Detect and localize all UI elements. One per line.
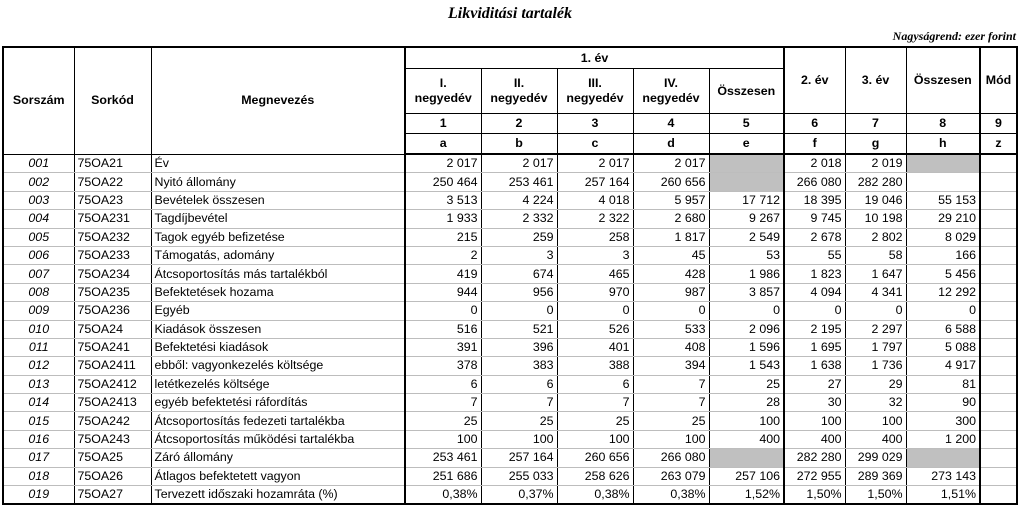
row-value-cell[interactable]: 55 153 <box>906 191 980 209</box>
row-value-cell[interactable]: 0 <box>709 302 784 320</box>
row-value-cell[interactable] <box>980 430 1017 448</box>
row-value-cell[interactable]: 0,38% <box>557 486 633 505</box>
table-row <box>3 246 1017 264</box>
table-row <box>3 412 1017 430</box>
row-sorkod-cell[interactable]: 75OA24 <box>74 320 151 338</box>
row-value-cell[interactable]: 408 <box>633 338 709 356</box>
row-value-cell[interactable]: 526 <box>557 320 633 338</box>
row-name-cell[interactable]: Befektetések hozama <box>151 283 405 301</box>
row-value-cell[interactable]: 391 <box>405 338 481 356</box>
table-row <box>3 394 1017 412</box>
row-value-cell[interactable] <box>980 375 1017 393</box>
row-value-cell[interactable]: 2 680 <box>633 210 709 228</box>
row-value-cell[interactable]: 0,38% <box>405 486 481 505</box>
row-value-cell[interactable] <box>906 449 980 467</box>
row-sorszam-cell[interactable]: 013 <box>3 375 74 393</box>
row-value-cell[interactable] <box>980 283 1017 301</box>
table-row <box>3 357 1017 375</box>
row-value-cell[interactable]: 2 678 <box>784 228 845 246</box>
header-column-letter: g <box>845 134 906 155</box>
table-row <box>3 486 1017 505</box>
row-value-cell[interactable]: 25 <box>405 412 481 430</box>
row-value-cell[interactable]: 282 280 <box>845 173 906 191</box>
row-value-cell[interactable] <box>980 338 1017 356</box>
header-q2: II. negyedév <box>481 69 557 114</box>
header-column-letter: d <box>633 134 709 155</box>
row-value-cell[interactable]: 251 686 <box>405 467 481 485</box>
page-title: Likviditási tartalék <box>448 5 572 22</box>
header-year-3: 3. év <box>845 47 906 114</box>
row-value-cell[interactable]: 2 017 <box>633 154 709 173</box>
row-sorkod-cell[interactable]: 75OA27 <box>74 486 151 505</box>
row-value-cell[interactable]: 0,37% <box>481 486 557 505</box>
row-value-cell[interactable]: 100 <box>784 412 845 430</box>
row-value-cell[interactable]: 2 019 <box>845 154 906 173</box>
row-value-cell[interactable]: 3 513 <box>405 191 481 209</box>
row-value-cell[interactable]: 2 802 <box>845 228 906 246</box>
row-value-cell[interactable] <box>980 191 1017 209</box>
table-row <box>3 154 1017 173</box>
header-sorkod: Sorkód <box>74 47 151 154</box>
row-value-cell[interactable]: 2 017 <box>481 154 557 173</box>
header-q1: I. negyedév <box>405 69 481 114</box>
table-row <box>3 430 1017 448</box>
row-value-cell[interactable]: 987 <box>633 283 709 301</box>
row-value-cell[interactable]: 6 <box>557 375 633 393</box>
row-value-cell[interactable]: 7 <box>557 394 633 412</box>
table-row <box>3 228 1017 246</box>
row-value-cell[interactable]: 10 198 <box>845 210 906 228</box>
row-value-cell[interactable]: 255 033 <box>481 467 557 485</box>
row-value-cell[interactable]: 1 695 <box>784 338 845 356</box>
row-value-cell[interactable]: 400 <box>709 430 784 448</box>
header-column-number: 1 <box>405 114 481 134</box>
header-column-letter: a <box>405 134 481 155</box>
row-value-cell[interactable]: 25 <box>709 375 784 393</box>
row-name-cell[interactable]: Átcsoportosítás működési tartalékba <box>151 430 405 448</box>
row-sorszam-cell[interactable]: 018 <box>3 467 74 485</box>
table-row <box>3 283 1017 301</box>
unit-note: Nagyságrend: ezer forint <box>892 29 1016 43</box>
header-column-letter: z <box>980 134 1017 155</box>
table-row <box>3 375 1017 393</box>
row-value-cell[interactable]: 0 <box>405 302 481 320</box>
row-value-cell[interactable]: 100 <box>481 430 557 448</box>
row-sorszam-cell[interactable]: 001 <box>3 154 74 173</box>
row-value-cell[interactable]: 100 <box>845 412 906 430</box>
header-column-number: 5 <box>709 114 784 134</box>
row-name-cell[interactable]: Átcsoportosítás más tartalékból <box>151 265 405 283</box>
row-sorkod-cell[interactable]: 75OA21 <box>74 154 151 173</box>
row-value-cell[interactable]: 533 <box>633 320 709 338</box>
row-sorszam-cell[interactable]: 019 <box>3 486 74 505</box>
row-name-cell[interactable]: Átcsoportosítás fedezeti tartalékba <box>151 412 405 430</box>
row-value-cell[interactable]: 250 464 <box>405 173 481 191</box>
row-value-cell[interactable]: 29 <box>845 375 906 393</box>
row-value-cell[interactable]: 0 <box>845 302 906 320</box>
row-sorszam-cell[interactable]: 006 <box>3 246 74 264</box>
row-value-cell[interactable]: 7 <box>405 394 481 412</box>
row-value-cell[interactable] <box>980 210 1017 228</box>
header-column-number: 3 <box>557 114 633 134</box>
row-sorkod-cell[interactable]: 75OA2413 <box>74 394 151 412</box>
row-value-cell[interactable]: 1,50% <box>784 486 845 505</box>
table-row <box>3 467 1017 485</box>
header-total-5: Összesen <box>709 69 784 114</box>
row-sorkod-cell[interactable]: 75OA25 <box>74 449 151 467</box>
row-value-cell[interactable]: 1 823 <box>784 265 845 283</box>
row-name-cell[interactable]: letétkezelés költsége <box>151 375 405 393</box>
header-year-1: 1. év <box>405 47 784 69</box>
row-value-cell[interactable]: 266 080 <box>784 173 845 191</box>
row-name-cell[interactable]: ebből: vagyonkezelés költsége <box>151 357 405 375</box>
row-value-cell[interactable]: 1 797 <box>845 338 906 356</box>
row-value-cell[interactable]: 5 456 <box>906 265 980 283</box>
row-value-cell[interactable]: 400 <box>845 430 906 448</box>
row-value-cell[interactable]: 1 543 <box>709 357 784 375</box>
row-name-cell[interactable]: Év <box>151 154 405 173</box>
row-value-cell[interactable]: 2 096 <box>709 320 784 338</box>
row-sorszam-cell[interactable]: 010 <box>3 320 74 338</box>
row-value-cell[interactable]: 3 <box>557 246 633 264</box>
row-value-cell[interactable]: 0 <box>633 302 709 320</box>
row-value-cell[interactable]: 6 <box>405 375 481 393</box>
row-name-cell[interactable]: Átlagos befektetett vagyon <box>151 467 405 485</box>
header-column-letter: b <box>481 134 557 155</box>
row-value-cell[interactable]: 2 297 <box>845 320 906 338</box>
row-value-cell[interactable]: 25 <box>481 412 557 430</box>
row-value-cell[interactable]: 0 <box>481 302 557 320</box>
row-value-cell[interactable] <box>980 228 1017 246</box>
row-value-cell[interactable]: 383 <box>481 357 557 375</box>
row-value-cell[interactable]: 300 <box>906 412 980 430</box>
row-value-cell[interactable]: 28 <box>709 394 784 412</box>
row-value-cell[interactable]: 1,51% <box>906 486 980 505</box>
row-value-cell[interactable]: 465 <box>557 265 633 283</box>
row-name-cell[interactable]: Nyitó állomány <box>151 173 405 191</box>
row-value-cell[interactable]: 3 <box>481 246 557 264</box>
row-sorkod-cell[interactable]: 75OA2412 <box>74 375 151 393</box>
row-value-cell[interactable]: 4 341 <box>845 283 906 301</box>
row-value-cell[interactable]: 4 018 <box>557 191 633 209</box>
row-value-cell[interactable] <box>980 394 1017 412</box>
row-value-cell[interactable]: 7 <box>633 394 709 412</box>
row-value-cell[interactable]: 1,50% <box>845 486 906 505</box>
row-value-cell[interactable]: 260 656 <box>633 173 709 191</box>
row-value-cell[interactable]: 260 656 <box>557 449 633 467</box>
row-value-cell[interactable]: 388 <box>557 357 633 375</box>
row-name-cell[interactable]: Egyéb <box>151 302 405 320</box>
row-value-cell[interactable]: 90 <box>906 394 980 412</box>
row-value-cell[interactable]: 257 164 <box>557 173 633 191</box>
row-value-cell[interactable]: 7 <box>481 394 557 412</box>
row-value-cell[interactable]: 0 <box>906 302 980 320</box>
row-sorkod-cell[interactable]: 75OA26 <box>74 467 151 485</box>
row-value-cell[interactable]: 27 <box>784 375 845 393</box>
row-value-cell[interactable]: 2 549 <box>709 228 784 246</box>
header-q3: III. negyedév <box>557 69 633 114</box>
row-value-cell[interactable]: 396 <box>481 338 557 356</box>
row-value-cell[interactable]: 29 210 <box>906 210 980 228</box>
row-name-cell[interactable]: egyéb befektetési ráfordítás <box>151 394 405 412</box>
row-value-cell[interactable]: 272 955 <box>784 467 845 485</box>
row-value-cell[interactable]: 7 <box>633 375 709 393</box>
row-sorszam-cell[interactable]: 008 <box>3 283 74 301</box>
header-column-letter: f <box>784 134 845 155</box>
row-value-cell[interactable]: 32 <box>845 394 906 412</box>
row-sorszam-cell[interactable]: 002 <box>3 173 74 191</box>
row-value-cell[interactable]: 253 461 <box>405 449 481 467</box>
row-value-cell[interactable] <box>980 302 1017 320</box>
row-value-cell[interactable]: 400 <box>784 430 845 448</box>
row-value-cell[interactable] <box>906 173 980 191</box>
row-value-cell[interactable] <box>906 154 980 173</box>
row-sorszam-cell[interactable]: 003 <box>3 191 74 209</box>
row-value-cell[interactable] <box>980 154 1017 173</box>
row-value-cell[interactable]: 9 745 <box>784 210 845 228</box>
row-value-cell[interactable]: 1 736 <box>845 357 906 375</box>
header-column-number: 4 <box>633 114 709 134</box>
row-value-cell[interactable]: 2 <box>405 246 481 264</box>
header-year-2: 2. év <box>784 47 845 114</box>
row-value-cell[interactable]: 2 017 <box>405 154 481 173</box>
row-value-cell[interactable]: 45 <box>633 246 709 264</box>
row-sorszam-cell[interactable]: 016 <box>3 430 74 448</box>
header-column-number: 8 <box>906 114 980 134</box>
row-value-cell[interactable]: 166 <box>906 246 980 264</box>
row-value-cell[interactable]: 2 018 <box>784 154 845 173</box>
row-value-cell[interactable]: 394 <box>633 357 709 375</box>
row-value-cell[interactable] <box>980 412 1017 430</box>
row-value-cell[interactable]: 289 369 <box>845 467 906 485</box>
row-value-cell[interactable]: 100 <box>633 430 709 448</box>
header-column-number: 7 <box>845 114 906 134</box>
row-value-cell[interactable]: 516 <box>405 320 481 338</box>
row-value-cell[interactable]: 0 <box>557 302 633 320</box>
row-sorszam-cell[interactable]: 004 <box>3 210 74 228</box>
row-sorkod-cell[interactable]: 75OA23 <box>74 191 151 209</box>
row-sorkod-cell[interactable]: 75OA233 <box>74 246 151 264</box>
row-value-cell[interactable]: 8 029 <box>906 228 980 246</box>
row-sorszam-cell[interactable]: 014 <box>3 394 74 412</box>
row-value-cell[interactable]: 273 143 <box>906 467 980 485</box>
row-value-cell[interactable]: 2 017 <box>557 154 633 173</box>
row-value-cell[interactable]: 258 626 <box>557 467 633 485</box>
row-value-cell[interactable]: 419 <box>405 265 481 283</box>
header-q4: IV. negyedév <box>633 69 709 114</box>
row-value-cell[interactable]: 58 <box>845 246 906 264</box>
row-value-cell[interactable]: 944 <box>405 283 481 301</box>
row-value-cell[interactable]: 299 029 <box>845 449 906 467</box>
row-sorszam-cell[interactable]: 011 <box>3 338 74 356</box>
row-value-cell[interactable]: 674 <box>481 265 557 283</box>
row-value-cell[interactable]: 428 <box>633 265 709 283</box>
row-value-cell[interactable]: 0 <box>784 302 845 320</box>
row-value-cell[interactable]: 81 <box>906 375 980 393</box>
header-column-number: 9 <box>980 114 1017 134</box>
row-value-cell[interactable]: 9 267 <box>709 210 784 228</box>
row-value-cell[interactable] <box>980 320 1017 338</box>
row-value-cell[interactable]: 956 <box>481 283 557 301</box>
row-value-cell[interactable]: 378 <box>405 357 481 375</box>
table-row <box>3 173 1017 191</box>
header-column-number: 6 <box>784 114 845 134</box>
row-value-cell[interactable]: 19 046 <box>845 191 906 209</box>
row-value-cell[interactable]: 100 <box>405 430 481 448</box>
table-row <box>3 338 1017 356</box>
row-sorszam-cell[interactable]: 005 <box>3 228 74 246</box>
row-value-cell[interactable]: 6 <box>481 375 557 393</box>
row-value-cell[interactable]: 0,38% <box>633 486 709 505</box>
row-value-cell[interactable]: 18 395 <box>784 191 845 209</box>
row-value-cell[interactable]: 4 917 <box>906 357 980 375</box>
row-value-cell[interactable]: 25 <box>633 412 709 430</box>
row-value-cell[interactable]: 1 647 <box>845 265 906 283</box>
row-sorszam-cell[interactable]: 009 <box>3 302 74 320</box>
liquidity-reserve-table <box>2 46 1018 505</box>
row-value-cell[interactable]: 2 322 <box>557 210 633 228</box>
row-value-cell[interactable]: 1 200 <box>906 430 980 448</box>
row-value-cell[interactable]: 521 <box>481 320 557 338</box>
header-megnevezes: Megnevezés <box>151 47 405 154</box>
row-value-cell[interactable]: 253 461 <box>481 173 557 191</box>
row-value-cell[interactable]: 401 <box>557 338 633 356</box>
row-sorkod-cell[interactable]: 75OA241 <box>74 338 151 356</box>
row-name-cell[interactable]: Kiadások összesen <box>151 320 405 338</box>
table-row <box>3 302 1017 320</box>
row-value-cell[interactable]: 1 986 <box>709 265 784 283</box>
row-value-cell[interactable] <box>980 449 1017 467</box>
table-row <box>3 265 1017 283</box>
row-value-cell[interactable] <box>980 357 1017 375</box>
row-value-cell[interactable]: 12 292 <box>906 283 980 301</box>
table-row <box>3 191 1017 209</box>
row-value-cell[interactable]: 100 <box>709 412 784 430</box>
row-value-cell[interactable] <box>980 467 1017 485</box>
row-value-cell[interactable]: 3 857 <box>709 283 784 301</box>
header-mod: Mód <box>980 47 1017 114</box>
row-value-cell[interactable]: 2 195 <box>784 320 845 338</box>
header-column-number: 2 <box>481 114 557 134</box>
row-name-cell[interactable]: Támogatás, adomány <box>151 246 405 264</box>
row-value-cell[interactable]: 257 106 <box>709 467 784 485</box>
row-sorkod-cell[interactable]: 75OA232 <box>74 228 151 246</box>
row-value-cell[interactable]: 5 088 <box>906 338 980 356</box>
row-sorkod-cell[interactable]: 75OA234 <box>74 265 151 283</box>
row-sorkod-cell[interactable]: 75OA243 <box>74 430 151 448</box>
row-value-cell[interactable]: 1 638 <box>784 357 845 375</box>
row-name-cell[interactable]: Befektetési kiadások <box>151 338 405 356</box>
row-value-cell[interactable]: 55 <box>784 246 845 264</box>
row-value-cell[interactable]: 4 224 <box>481 191 557 209</box>
row-value-cell[interactable] <box>980 173 1017 191</box>
row-value-cell[interactable]: 2 332 <box>481 210 557 228</box>
header-column-letter: c <box>557 134 633 155</box>
row-value-cell[interactable]: 282 280 <box>784 449 845 467</box>
row-value-cell[interactable]: 4 094 <box>784 283 845 301</box>
row-value-cell[interactable]: 17 712 <box>709 191 784 209</box>
row-value-cell[interactable]: 30 <box>784 394 845 412</box>
row-sorszam-cell[interactable]: 007 <box>3 265 74 283</box>
table-row <box>3 449 1017 467</box>
row-value-cell[interactable]: 215 <box>405 228 481 246</box>
row-value-cell[interactable]: 53 <box>709 246 784 264</box>
row-value-cell[interactable]: 25 <box>557 412 633 430</box>
row-value-cell[interactable]: 259 <box>481 228 557 246</box>
header-column-letter: e <box>709 134 784 155</box>
row-value-cell[interactable]: 257 164 <box>481 449 557 467</box>
table-row <box>3 320 1017 338</box>
row-value-cell[interactable]: 1 817 <box>633 228 709 246</box>
row-value-cell[interactable]: 263 079 <box>633 467 709 485</box>
row-value-cell[interactable] <box>980 246 1017 264</box>
table-row <box>3 210 1017 228</box>
row-sorszam-cell[interactable]: 012 <box>3 357 74 375</box>
row-sorszam-cell[interactable]: 017 <box>3 449 74 467</box>
row-value-cell[interactable] <box>980 265 1017 283</box>
row-sorkod-cell[interactable]: 75OA22 <box>74 173 151 191</box>
row-sorkod-cell[interactable]: 75OA231 <box>74 210 151 228</box>
row-value-cell[interactable]: 1 933 <box>405 210 481 228</box>
row-value-cell[interactable] <box>709 449 784 467</box>
row-value-cell[interactable] <box>980 486 1017 505</box>
row-sorkod-cell[interactable]: 75OA242 <box>74 412 151 430</box>
header-sorszam: Sorszám <box>3 47 74 154</box>
row-sorkod-cell[interactable]: 75OA236 <box>74 302 151 320</box>
row-sorszam-cell[interactable]: 015 <box>3 412 74 430</box>
row-name-cell[interactable]: Záró állomány <box>151 449 405 467</box>
row-value-cell[interactable]: 100 <box>557 430 633 448</box>
row-value-cell[interactable]: 266 080 <box>633 449 709 467</box>
row-sorkod-cell[interactable]: 75OA235 <box>74 283 151 301</box>
row-value-cell[interactable]: 1 596 <box>709 338 784 356</box>
row-value-cell[interactable]: 1,52% <box>709 486 784 505</box>
row-value-cell[interactable]: 6 588 <box>906 320 980 338</box>
row-value-cell[interactable] <box>709 154 784 173</box>
row-name-cell[interactable]: Tervezett időszaki hozamráta (%) <box>151 486 405 505</box>
row-name-cell[interactable]: Tagok egyéb befizetése <box>151 228 405 246</box>
header-total-8: Összesen <box>906 47 980 114</box>
row-name-cell[interactable]: Tagdíjbevétel <box>151 210 405 228</box>
header-column-letter: h <box>906 134 980 155</box>
row-sorkod-cell[interactable]: 75OA2411 <box>74 357 151 375</box>
row-value-cell[interactable]: 258 <box>557 228 633 246</box>
row-value-cell[interactable] <box>709 173 784 191</box>
row-value-cell[interactable]: 5 957 <box>633 191 709 209</box>
row-value-cell[interactable]: 970 <box>557 283 633 301</box>
row-name-cell[interactable]: Bevételek összesen <box>151 191 405 209</box>
